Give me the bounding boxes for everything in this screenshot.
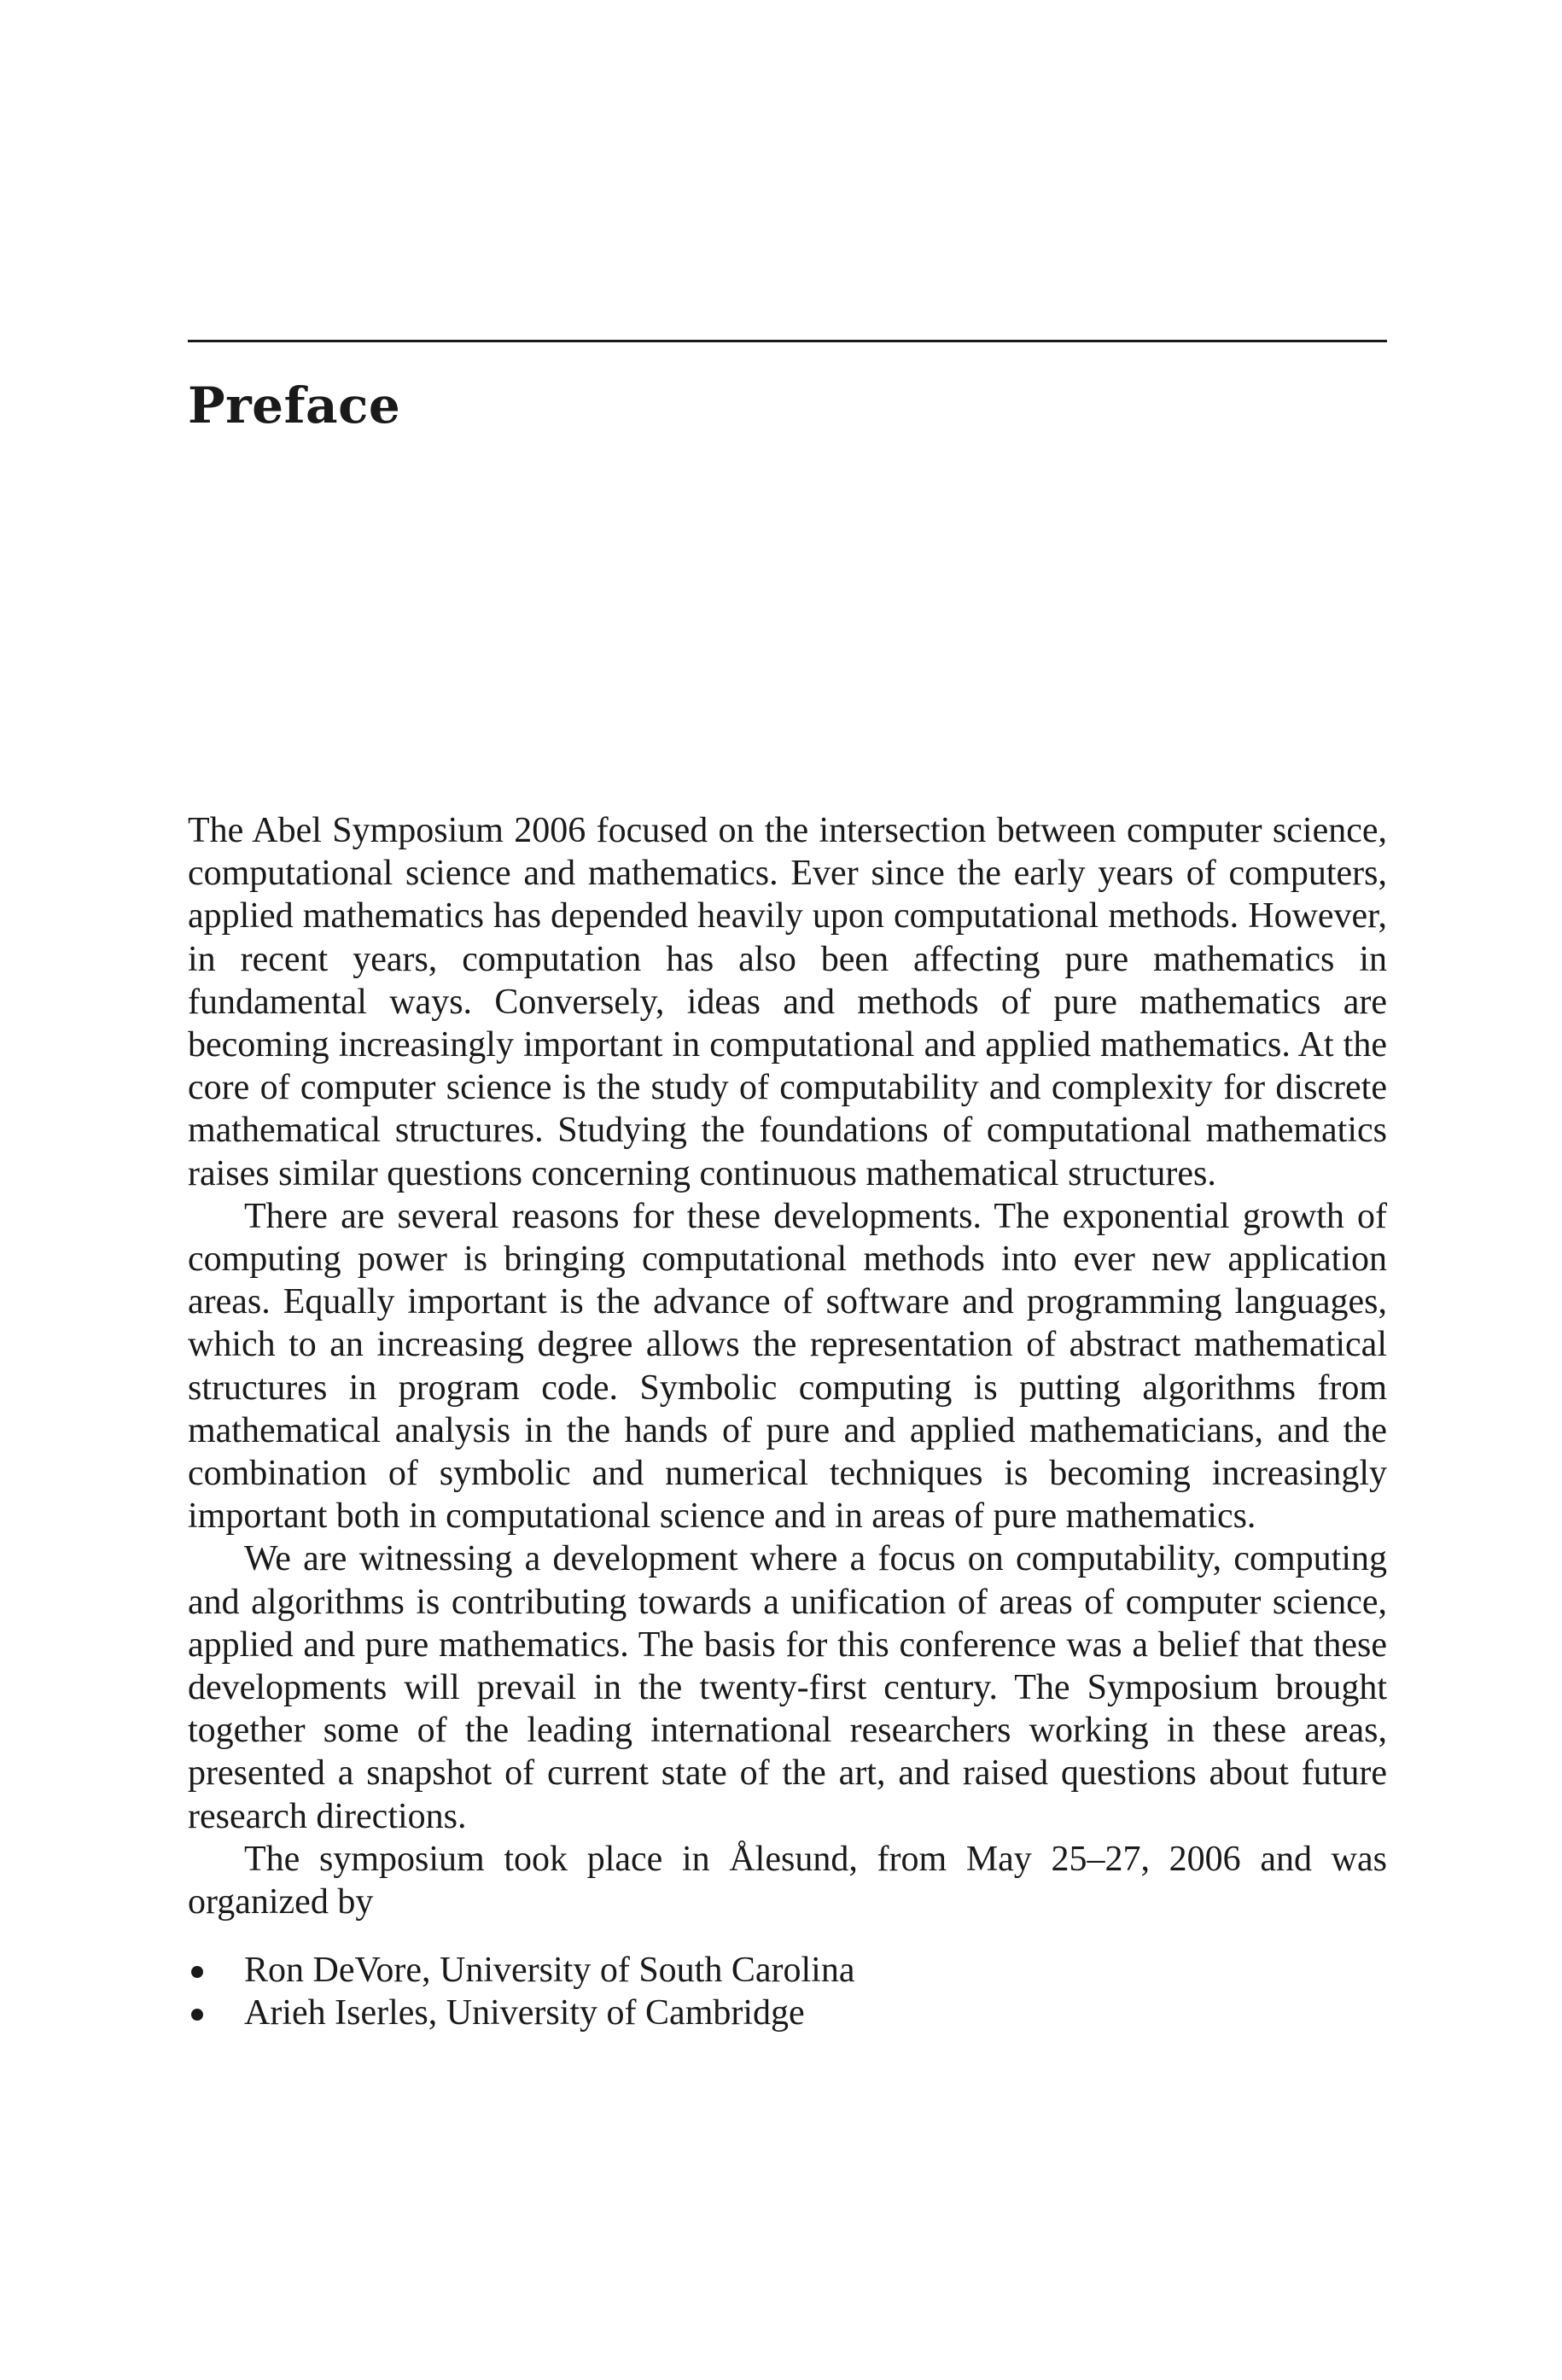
organizer-item [188,1992,1387,2034]
bullet-icon [191,1966,203,1978]
organizer-name: Ron DeVore, University of South Carolina [244,1951,855,1991]
organizer-name: Arieh Iserles, University of Cambridge [244,1993,805,2033]
organizer-list [188,1949,1387,2034]
paragraph-4: The symposium took place in Ålesund, from May 25–27, 2006 and was organized by [188,1839,1387,1922]
paragraph-1: The Abel Symposium 2006 focused on the intersection between computer science, computational science and mathematics. Ever since the early years of computers, applied mathematics has depended heavily upon computational methods. However, in recent years, computation has also been affecting pure mathematics in fundamental ways. Conversely, ideas and methods of pure mathematics are becoming increasingly important in computational and applied mathematics. At the core of computer science is the study of computability and complexity for discrete mathematical structures. Studying the foundations of computational mathematics raises similar questions concerning continuous mathematical structures. [188,811,1387,1193]
bullet-icon [191,2009,203,2021]
page-title: Preface [188,376,401,435]
organizer-item [188,1949,1387,1992]
paragraph-2: There are several reasons for these developments. The exponential growth of computing power is bringing computational methods into ever new application areas. Equally important is the advance of software and programming languages, which to an increasing degree allows the representation of abstract mathematical structures in program code. Symbolic computing is putting algorithms from mathematical analysis in the hands of pure and applied mathematicians, and the combination of symbolic and numerical techniques is becoming increasingly important both in computational science and in areas of pure mathematics. [188,1196,1387,1537]
paragraph-3: We are witnessing a development where a focus on computability, computing and algorithms is contributing towards a unification of areas of computer science, applied and pure mathematics. The basis for this conference was a belief that these developments will prevail in the twenty-first century. The Symposium brought together some of the leading international researchers working in these areas, presented a snapshot of current state of the art, and raised questions about future research directions. [188,1539,1387,1836]
preface-body [188,809,1387,2035]
title-rule [188,340,1387,342]
